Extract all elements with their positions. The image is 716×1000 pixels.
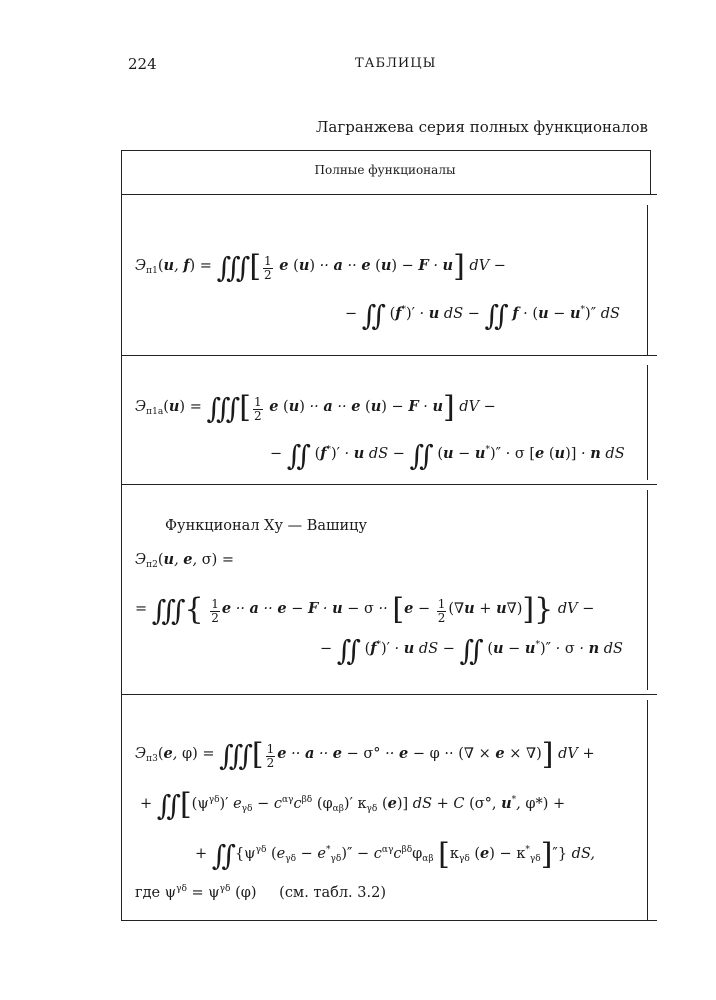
formula-ep2-lhs: $Э_{п2}(u$, e, σ) = <box>135 551 235 570</box>
formula-ep3-where: где $\psi^{\gamma\delta} = \psi^{\gamma\delta}$ (φ) (см. табл. 3.2) <box>135 884 386 901</box>
table-bottom-rule <box>121 920 657 921</box>
page-number: 224 <box>128 55 157 73</box>
table-right-border <box>647 700 648 920</box>
table-left-border <box>121 150 122 920</box>
section-title-hu-washizu: Функционал Ху — Вашицу <box>165 518 368 534</box>
table-right-border <box>647 365 648 480</box>
formula-ep1-line2: − ∫∫ (f*)′ · u dS − ∫∫ f · (u − u*)″ dS <box>345 299 620 332</box>
where-word: где <box>135 885 161 901</box>
row-rule <box>121 694 657 695</box>
formula-ep2-line2: − ∫∫ (f*)′ · u dS − ∫∫ (u − u*)″ · σ · n dS <box>320 634 623 667</box>
row-rule <box>121 355 657 356</box>
row-rule <box>121 484 657 485</box>
table-right-border <box>650 150 651 194</box>
formula-ep3-line1: $Э_{п3}(e$, φ) = ∫∫∫ [ $\frac{1}{2}$ e ·· a ·· e − σ° ·· e − φ ·· (∇ × e × ∇)] dV + <box>135 737 595 772</box>
column-header: Полные функционалы <box>314 163 456 177</box>
formula-ep1a-line1: $Э_{п1а}(u)$ = ∫∫∫ [ $\frac{1}{2}$ e (u) ·· a ·· e (u) − F · u] dV − <box>135 390 496 425</box>
formula-ep1-line1: $Э_{п1}(u$, f) = ∫∫∫ [ $\frac{1}{2}$ e (u) ·· a ·· e (u) − F · u] dV − <box>135 249 506 284</box>
running-head: ТАБЛИЦЫ <box>355 56 437 71</box>
table-caption: Лагранжева серия полных функционалов <box>315 118 648 136</box>
table-top-rule <box>121 150 650 151</box>
formula-ep3-line2: + ∫∫ [$(\psi^{\gamma\delta})'$ $e_{\gamma\delta} - c^{\alpha\gamma}c^{\beta\delta}$ $(\varphi_{\alpha\beta})'$ $\kappa_{\gamma\delta}$ (e)] dS + C (σ°, u*, φ*) + <box>140 787 566 822</box>
table-header-rule <box>121 194 657 195</box>
table-right-border <box>647 205 648 355</box>
formula-ep3-line3: + ∫∫ {$\psi^{\gamma\delta}$ $(e_{\gamma\delta} - e^*_{\gamma\delta})'' - c^{\alpha\gamma}c^{\beta\delta}\varphi_{\alpha\beta}$ [$\kappa_{\gamma\delta}$ $(e) - \kappa^*_{\gamma\delta}]''$} dS, <box>195 837 595 872</box>
formula-ep2-line1: = ∫∫∫ { $\frac{1}{2}$ e ·· a ·· e − F · u − σ ·· [e − $\frac{1}{2}$ (∇u + u∇)]} dV − <box>135 592 595 627</box>
formula-ep1a-line2: − ∫∫ (f*)′ · u dS − ∫∫ (u − u*)″ · σ [e (u)] · n dS <box>270 439 625 472</box>
footnote-ref: (см. табл. 3.2) <box>279 885 386 901</box>
table-right-border <box>647 490 648 690</box>
